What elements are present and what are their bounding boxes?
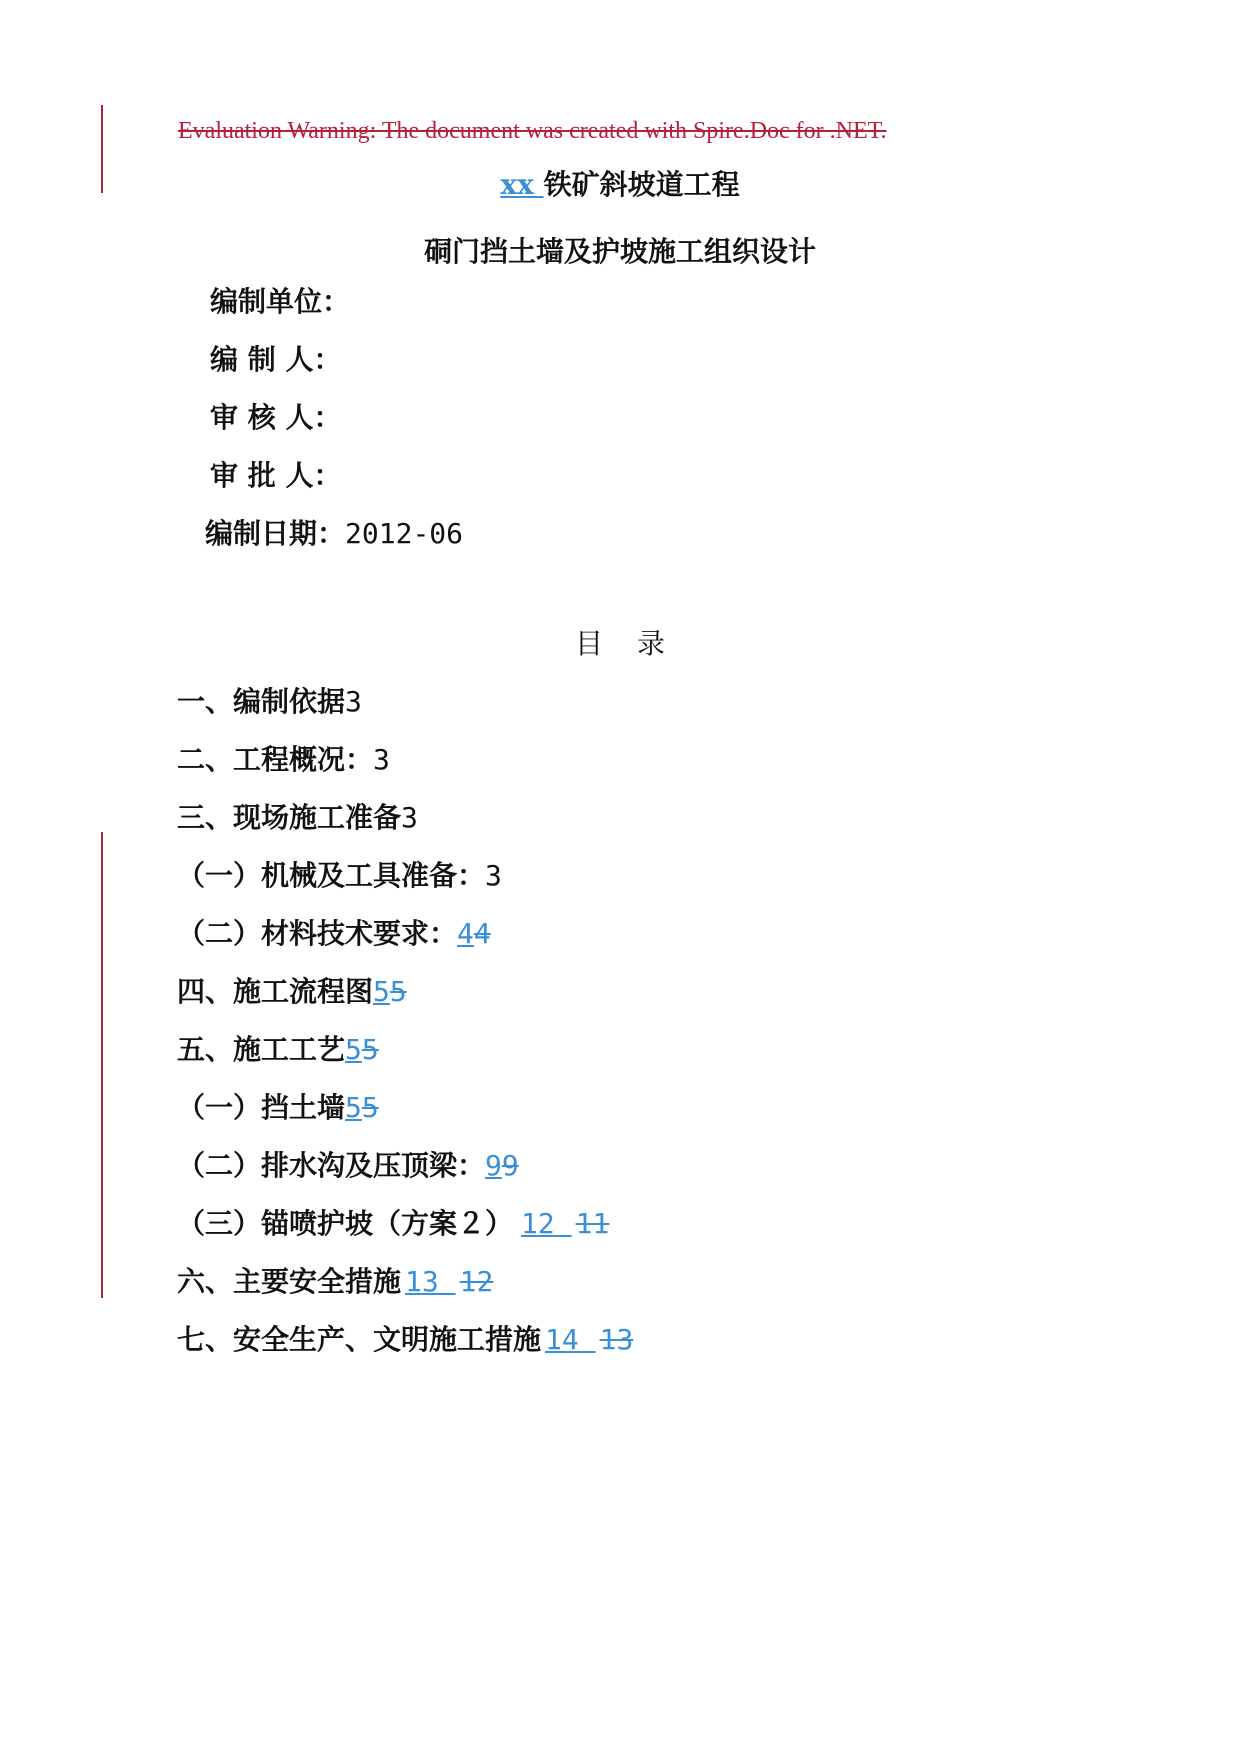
toc-item-label: （一）挡土墙	[177, 1091, 346, 1124]
toc-item	[177, 970, 407, 1010]
toc-item	[177, 1202, 609, 1242]
toc-item-page-old: 5	[389, 975, 407, 1008]
document-title-line1	[0, 163, 1240, 203]
toc-item	[177, 738, 390, 778]
toc-item-page-old: 4	[473, 917, 491, 950]
title-prefix-link[interactable]: xx	[500, 168, 544, 201]
toc-item	[177, 1260, 493, 1300]
toc-item-page-link[interactable]: 5	[345, 1033, 362, 1066]
toc-item-page-link[interactable]: 5	[345, 1091, 362, 1124]
toc-item-page-old: 5	[361, 1091, 379, 1124]
toc-item-label: 五、施工工艺	[177, 1033, 346, 1066]
reviewer-label: 审 核 人：	[210, 401, 342, 434]
unit-label: 编制单位：	[210, 285, 351, 318]
toc-item	[177, 1028, 379, 1068]
toc-item-label: （三）锚喷护坡（方案２）	[177, 1207, 514, 1240]
toc-item-page: 3	[345, 685, 362, 718]
toc-heading	[0, 622, 1240, 662]
date-label: 编制日期：	[205, 517, 346, 550]
toc-item	[177, 1144, 519, 1184]
toc-item	[177, 796, 418, 836]
toc-item-label: 六、主要安全措施	[177, 1265, 402, 1298]
author-label: 编 制 人：	[210, 343, 342, 376]
toc-item	[177, 1318, 633, 1358]
title-line1-text: 铁矿斜坡道工程	[543, 168, 740, 201]
toc-item-page-link[interactable]: 5	[373, 975, 390, 1008]
toc-heading-right: 录	[637, 627, 666, 660]
toc-item-label: 七、安全生产、文明施工措施	[177, 1323, 542, 1356]
toc-item-page: 3	[373, 743, 390, 776]
toc-item-page-old: 13	[599, 1323, 634, 1356]
toc-item-page: 3	[485, 859, 502, 892]
toc-item-page: 3	[401, 801, 418, 834]
toc-item-page-old: 11	[575, 1207, 610, 1240]
toc-item-page-old: 12	[459, 1265, 494, 1298]
toc-item-label: （二）排水沟及压顶梁：	[177, 1149, 486, 1182]
toc-item	[177, 1086, 379, 1126]
toc-heading-left: 目	[574, 627, 603, 660]
toc-item	[177, 912, 491, 952]
date-row	[205, 512, 463, 552]
date-value: 2012-06	[345, 517, 464, 550]
toc-item-page-link[interactable]: 9	[485, 1149, 502, 1182]
toc-item-label: 一、编制依据	[177, 685, 346, 718]
document-title-line2: 硐门挡土墙及护坡施工组织设计	[423, 235, 816, 268]
toc-item-label: （一）机械及工具准备：	[177, 859, 486, 892]
toc-item-page-link[interactable]: 13	[405, 1265, 456, 1298]
toc-item	[177, 680, 362, 720]
evaluation-warning: Evaluation Warning: The document was created with Spire.Doc for .NET.	[178, 118, 887, 144]
toc-item-page-link[interactable]: 12	[521, 1207, 572, 1240]
toc-item-label: 二、工程概况：	[177, 743, 374, 776]
toc-item-label: 四、施工流程图	[177, 975, 374, 1008]
toc-item-page-link[interactable]: 4	[457, 917, 474, 950]
toc-item-page-link[interactable]: 14	[545, 1323, 596, 1356]
change-bar-toc	[101, 832, 103, 1298]
toc-item	[177, 854, 502, 894]
toc-item-label: 三、现场施工准备	[177, 801, 402, 834]
toc-item-page-old: 9	[501, 1149, 519, 1182]
toc-item-label: （二）材料技术要求：	[177, 917, 458, 950]
approver-label: 审 批 人：	[210, 459, 342, 492]
toc-item-page-old: 5	[361, 1033, 379, 1066]
